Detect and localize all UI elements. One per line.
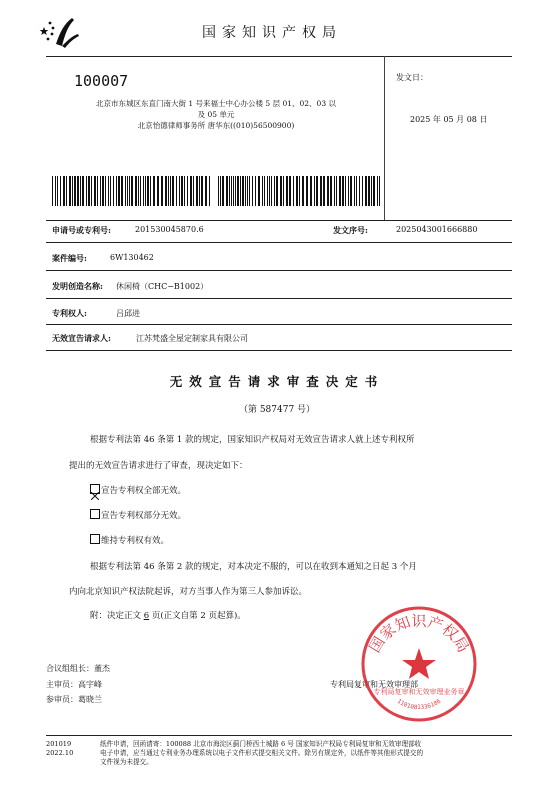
divider-4 <box>46 298 512 299</box>
patentee-value: 吕邱进 <box>116 309 140 318</box>
header-divider <box>46 56 512 57</box>
divider-6 <box>46 350 512 351</box>
footer-code-2: 2022.10 <box>46 749 74 757</box>
send-date: 2025 年 05 月 08 日 <box>410 115 488 124</box>
para1-line2: 提出的无效宣告请求进行了审查，现决定如下： <box>69 461 248 471</box>
attachment-note <box>90 609 246 621</box>
app-no-label: 申请号或专利号: <box>52 225 111 235</box>
footer-divider <box>46 735 512 736</box>
case-label: 案件编号: <box>52 253 87 263</box>
postcode: 100007 <box>74 72 129 90</box>
barcode-image <box>52 176 380 206</box>
serial-label: 发文序号: <box>333 225 368 235</box>
option-invalid-part-checkbox <box>90 509 100 519</box>
svg-text:1101081336186: 1101081336186 <box>395 697 443 712</box>
requester-value: 江苏梵盛全屋定制家具有限公司 <box>136 334 248 343</box>
cnipa-logo-icon <box>38 14 82 54</box>
panel-leader: 合议组组长：董杰 <box>46 664 110 673</box>
attachment-suffix: 页(正文自第 2 页起算)。 <box>149 611 246 621</box>
option-maintain-checkbox <box>90 534 100 544</box>
option-maintain: 维持专利权有效。 <box>101 536 170 546</box>
patentee-label: 专利权人: <box>52 308 87 318</box>
footer-line-2: 电子申请，应当通过专利业务办理系统以电子文件形式提交相关文件。除另有规定外，以纸件等其他形式提交的 <box>100 749 424 757</box>
divider-3 <box>46 270 512 271</box>
address-line-3: 北京怡德律师事务所 唐华东((010)56500900) <box>137 121 295 130</box>
serial-value: 2025043001666880 <box>396 225 478 234</box>
attachment-pages: 6 <box>143 611 150 621</box>
footer-line-3: 文件视为未提交。 <box>100 758 153 766</box>
divider-1 <box>46 220 512 221</box>
option-invalid-all-checkbox <box>90 484 100 494</box>
chief-examiner: 主审员：高宇峰 <box>46 680 102 689</box>
svg-text:国家知识产权局: 国家知识产权局 <box>365 612 473 656</box>
option-invalid-part: 宣告专利权部分无效。 <box>101 511 187 521</box>
para2-line1: 根据专利法第 46 条第 2 款的规定，对本决定不服的，可以在收到本通知之日起 3 个月 <box>90 562 417 572</box>
footer-text <box>100 740 520 767</box>
decision-title: 无效宣告请求审查决定书 <box>169 374 385 389</box>
send-date-label: 发文日： <box>396 73 428 82</box>
design-value: 休闲椅（CHC−B1002） <box>116 282 209 291</box>
divider-5 <box>46 324 512 325</box>
attachment-prefix: 附：决定正文 <box>90 611 144 621</box>
divider-2 <box>46 242 512 243</box>
address-line-2: 及 05 单元 <box>197 110 235 119</box>
para1-line1: 根据专利法第 46 条第 1 款的规定，国家知识产权局对无效宣告请求人就上述专利权所 <box>90 435 415 445</box>
department-name: 专利局复审和无效审理部 <box>330 680 418 689</box>
para2-line2: 内向北京知识产权法院起诉，对方当事人作为第三人参加诉讼。 <box>69 587 308 597</box>
decision-number: （第 587477 号） <box>238 405 316 415</box>
office-name: 国家知识产权局 <box>202 25 342 41</box>
footer-code-1: 201019 <box>46 740 72 748</box>
participating-examiner: 参审员：葛晓兰 <box>46 695 102 704</box>
footer-line-1: 纸件申请，回函请寄：100088 北京市海淀区蓟门桥西土城路 6 号 国家知识产权局专利局复审和无效审理部收 <box>100 740 422 748</box>
app-no-value: 201530045870.6 <box>135 225 204 234</box>
option-invalid-all: 宣告专利权全部无效。 <box>101 486 187 496</box>
requester-label: 无效宣告请求人: <box>52 333 111 343</box>
design-label: 发明创造名称: <box>52 281 103 291</box>
svg-text:专利局复审和无效审理业务章: 专利局复审和无效审理业务章 <box>373 688 465 696</box>
vertical-divider <box>384 56 385 221</box>
case-value: 6W130462 <box>110 253 154 262</box>
recipient-address <box>56 98 376 131</box>
address-line-1: 北京市东城区东直门南大街 1 号来福士中心办公楼 5 层 01、02、03 以 <box>96 99 336 108</box>
official-seal-icon <box>358 604 480 724</box>
